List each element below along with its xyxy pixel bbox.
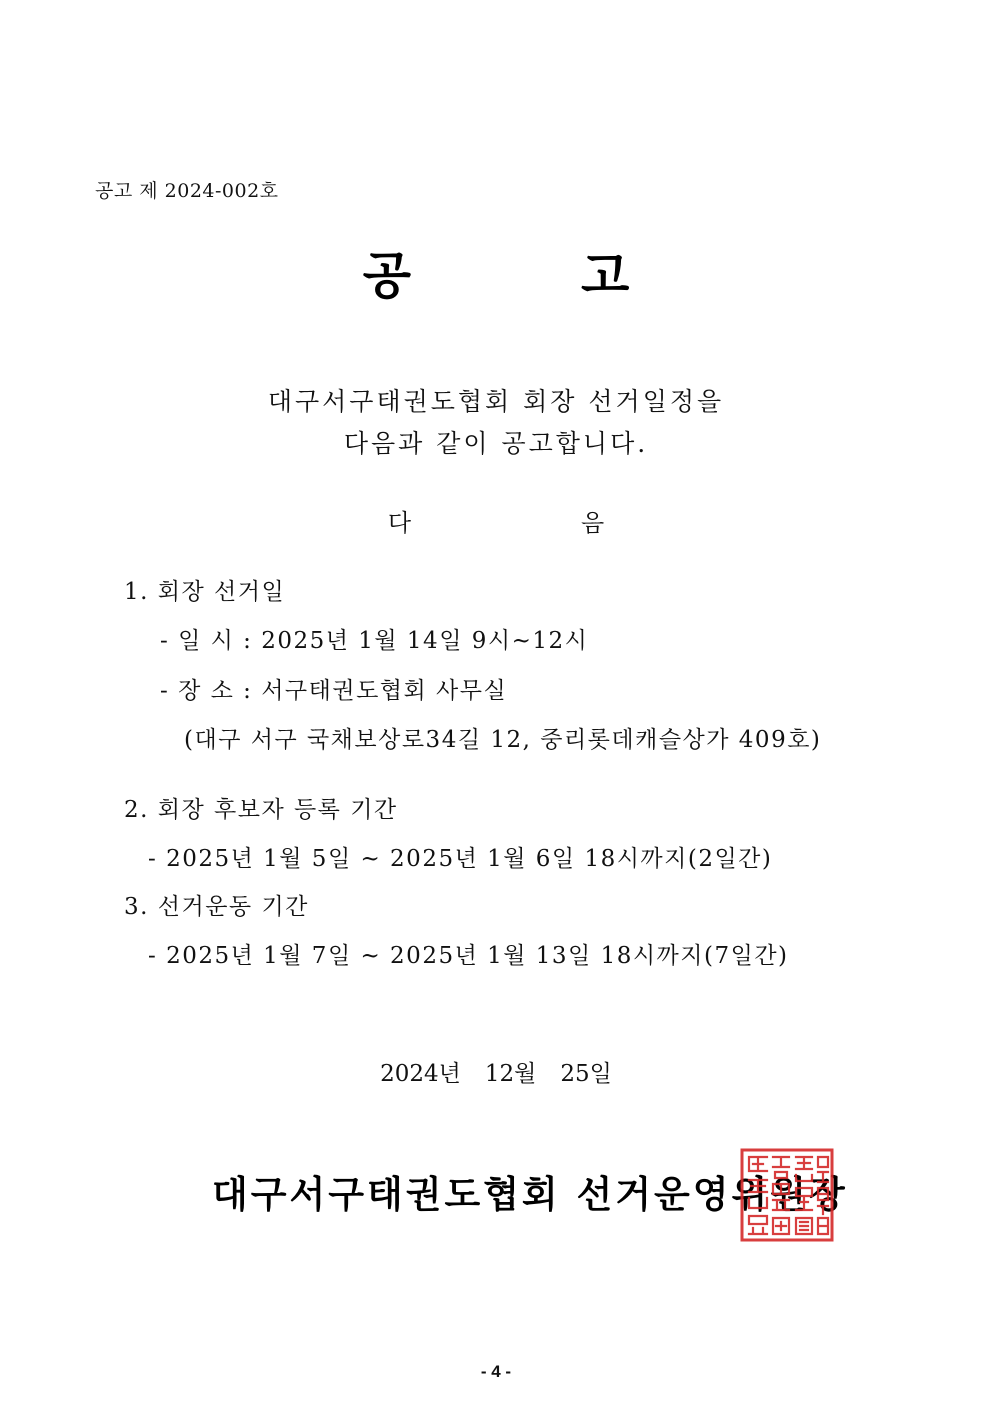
intro-line-1: 대구서구태권도협회 회장 선거일정을	[267, 387, 725, 416]
following-heading-char-1: 다	[387, 509, 411, 537]
following-heading-char-2: 음	[581, 509, 605, 537]
section-2-period: - 2025년 1월 5일 ~ 2025년 1월 6일 18시까지(2일간)	[148, 846, 773, 872]
section-1-place: - 장 소 : 서구태권도협회 사무실	[160, 678, 508, 704]
following-heading-spacer	[411, 503, 581, 538]
following-heading	[0, 503, 992, 538]
issue-date-year: 2024년	[380, 1061, 461, 1087]
intro-line-2: 다음과 같이 공고합니다.	[343, 429, 649, 458]
issue-date-day: 25일	[560, 1061, 612, 1087]
signature-line: 대구서구태권도협회 선거운영위원장	[212, 1172, 848, 1216]
notice-number: 공고 제 2024-002호	[95, 180, 279, 202]
page-number: - 4 -	[480, 1362, 512, 1381]
section-1-address: (대구 서구 국채보상로34길 12, 중리롯데캐슬상가 409호)	[184, 727, 822, 753]
issue-date-month: 12월	[484, 1061, 537, 1087]
title-spacer	[411, 236, 581, 308]
section-1-datetime: - 일 시 : 2025년 1월 14일 9시~12시	[160, 628, 589, 654]
section-3-heading: 3. 선거운동 기간	[124, 894, 309, 920]
section-1-heading: 1. 회장 선거일	[124, 579, 286, 605]
section-3-period: - 2025년 1월 7일 ~ 2025년 1월 13일 18시까지(7일간)	[148, 943, 789, 969]
issue-date	[0, 1055, 992, 1088]
seal-graphic	[740, 1148, 834, 1242]
section-2-heading: 2. 회장 후보자 등록 기간	[124, 797, 398, 823]
document-title	[0, 236, 992, 308]
document-title-char-1: 공	[362, 246, 411, 305]
official-seal-stamp	[740, 1148, 834, 1242]
document-title-char-2: 고	[581, 246, 630, 305]
